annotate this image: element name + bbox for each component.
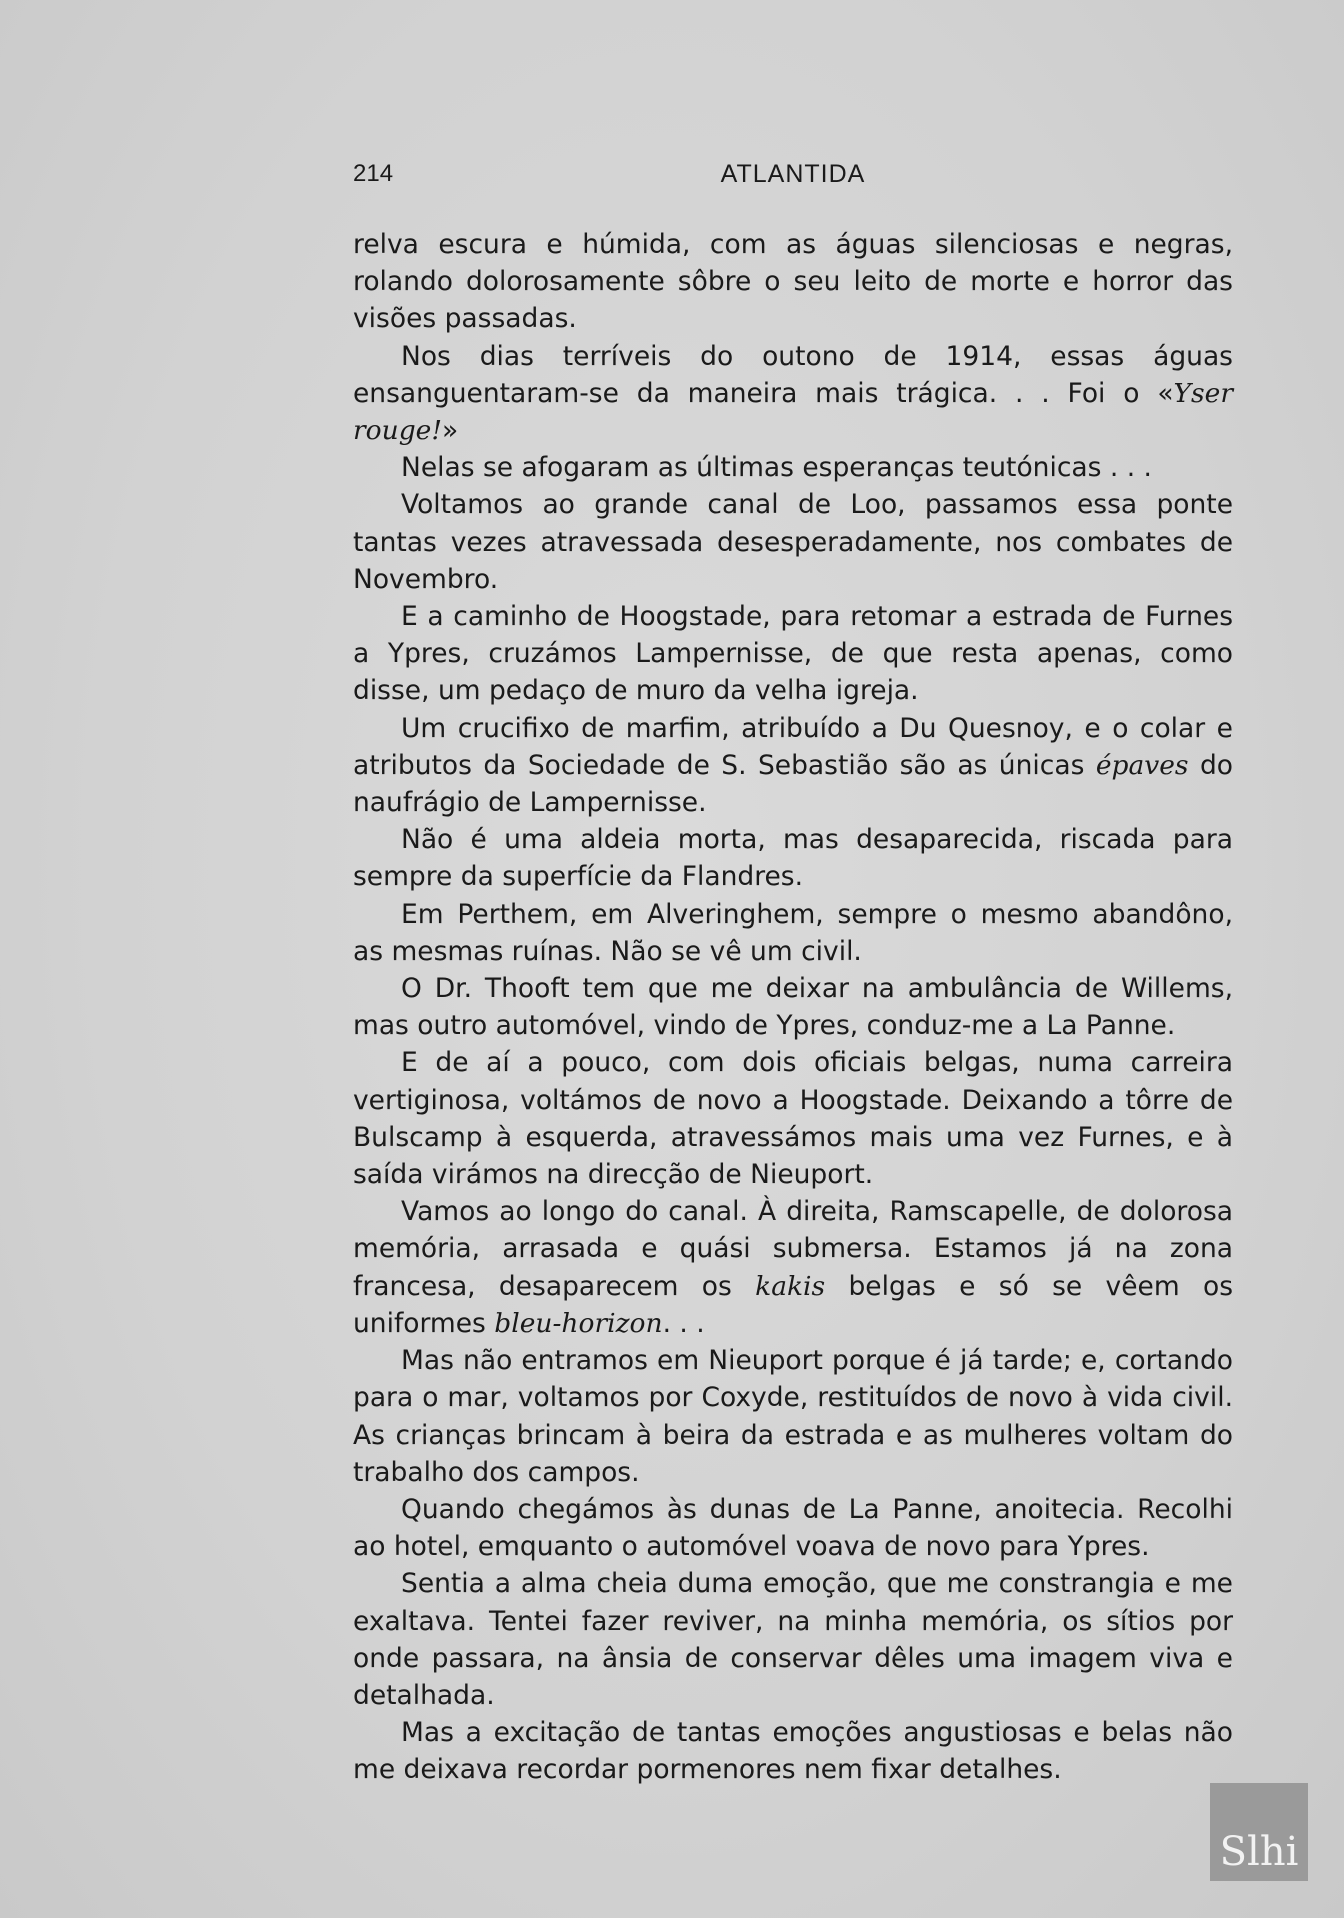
text-segment: Voltamos ao grande canal de Loo, passamos essa ponte tantas vezes atravessada desesperadamente, nos combates de Novembro. — [353, 489, 1233, 595]
text-segment: Nelas se afogaram as últimas esperanças teutónicas . . . — [401, 452, 1152, 484]
page-number: 214 — [353, 160, 394, 187]
text-segment: Sentia a alma cheia duma emoção, que me constrangia e me exaltava. Tentei fazer reviver, na minha memória, os sítios por onde passara, na ânsia de conservar dêles uma imagem viva e detalhada. — [353, 1568, 1233, 1711]
italic-text: épaves — [1095, 749, 1189, 781]
text-segment: Nos dias terríveis do outono de 1914, essas águas ensanguentaram-se da maneira mais trágica. . . Foi o « — [353, 340, 1233, 409]
italic-text: kakis — [755, 1270, 826, 1302]
paragraph — [353, 1342, 1233, 1491]
paragraph — [353, 486, 1233, 598]
text-segment: . . . — [662, 1307, 705, 1339]
text-segment: Vamos ao longo do canal. À direita, Ramscapelle, de dolorosa memória, arrasada e quási submersa. Estamos já na zona francesa, desaparecem os — [353, 1196, 1233, 1302]
text-segment: Em Perthem, em Alveringhem, sempre o mesmo abandôno, as mesmas ruínas. Não se vê um civil. — [353, 898, 1233, 967]
text-segment: Quando chegámos às dunas de La Panne, anoitecia. Recolhi ao hotel, emquanto o automóvel voava de novo para Ypres. — [353, 1493, 1233, 1563]
paragraph — [353, 821, 1233, 895]
italic-text: bleu-horizon — [494, 1307, 663, 1339]
paragraph — [353, 449, 1233, 486]
paragraph — [353, 1193, 1233, 1342]
paragraph — [353, 598, 1233, 710]
paragraph — [353, 226, 1233, 338]
text-segment: belgas e só se vêem os uniformes — [353, 1270, 1233, 1339]
paragraph — [353, 970, 1233, 1044]
running-title: ATLANTIDA — [720, 160, 866, 188]
paragraph — [353, 896, 1233, 970]
text-segment: » — [442, 415, 459, 447]
paragraph — [353, 1491, 1233, 1565]
italic-text: Yser rouge! — [353, 377, 1233, 447]
text-segment: Mas a excitação de tantas emoções angustiosas e belas não me deixava recordar pormenores nem fixar detalhes. — [353, 1717, 1233, 1786]
paragraph — [353, 1714, 1233, 1788]
text-segment: Um crucifixo de marfim, atribuído a Du Quesnoy, e o colar e atributos da Sociedade de S. Sebastião são as únicas — [353, 712, 1233, 781]
text-segment: O Dr. Thooft tem que me deixar na ambulância de Willems, mas outro automóvel, vindo de Ypres, conduz-me a La Panne. — [353, 973, 1233, 1042]
text-segment: E a caminho de Hoogstade, para retomar a estrada de Furnes a Ypres, cruzámos Lampernisse, de que resta apenas, como disse, um pedaço de muro da velha igreja. — [353, 601, 1233, 707]
paragraph — [353, 1565, 1233, 1714]
body-text — [353, 226, 1233, 1789]
text-segment: do naufrágio de Lampernisse. — [353, 749, 1233, 819]
paragraph — [353, 338, 1233, 450]
text-segment: E de aí a pouco, com dois oficiais belgas, numa carreira vertiginosa, voltámos de novo a Hoogstade. Deixando a tôrre de Bulscamp à esquerda, atravessámos mais uma vez Furnes, e à saída virámos na direcção de Nieuport. — [353, 1047, 1233, 1191]
library-logo-text: Slhi — [1219, 1829, 1299, 1875]
page-header — [353, 160, 1233, 196]
text-segment: Não é uma aldeia morta, mas desaparecida, riscada para sempre da superfície da Flandres. — [353, 824, 1233, 893]
paragraph — [353, 710, 1233, 822]
library-logo — [1210, 1783, 1308, 1881]
paragraph — [353, 1044, 1233, 1193]
text-segment: Mas não entramos em Nieuport porque é já tarde; e, cortando para o mar, voltamos por Coxyde, restituídos de novo à vida civil. As crianças brincam à beira da estrada e as mulheres voltam do trabalho dos campos. — [353, 1345, 1233, 1488]
text-segment: relva escura e húmida, com as águas silenciosas e negras, rolando dolorosamente sôbre o seu leito de morte e horror das visões passadas. — [353, 229, 1233, 335]
